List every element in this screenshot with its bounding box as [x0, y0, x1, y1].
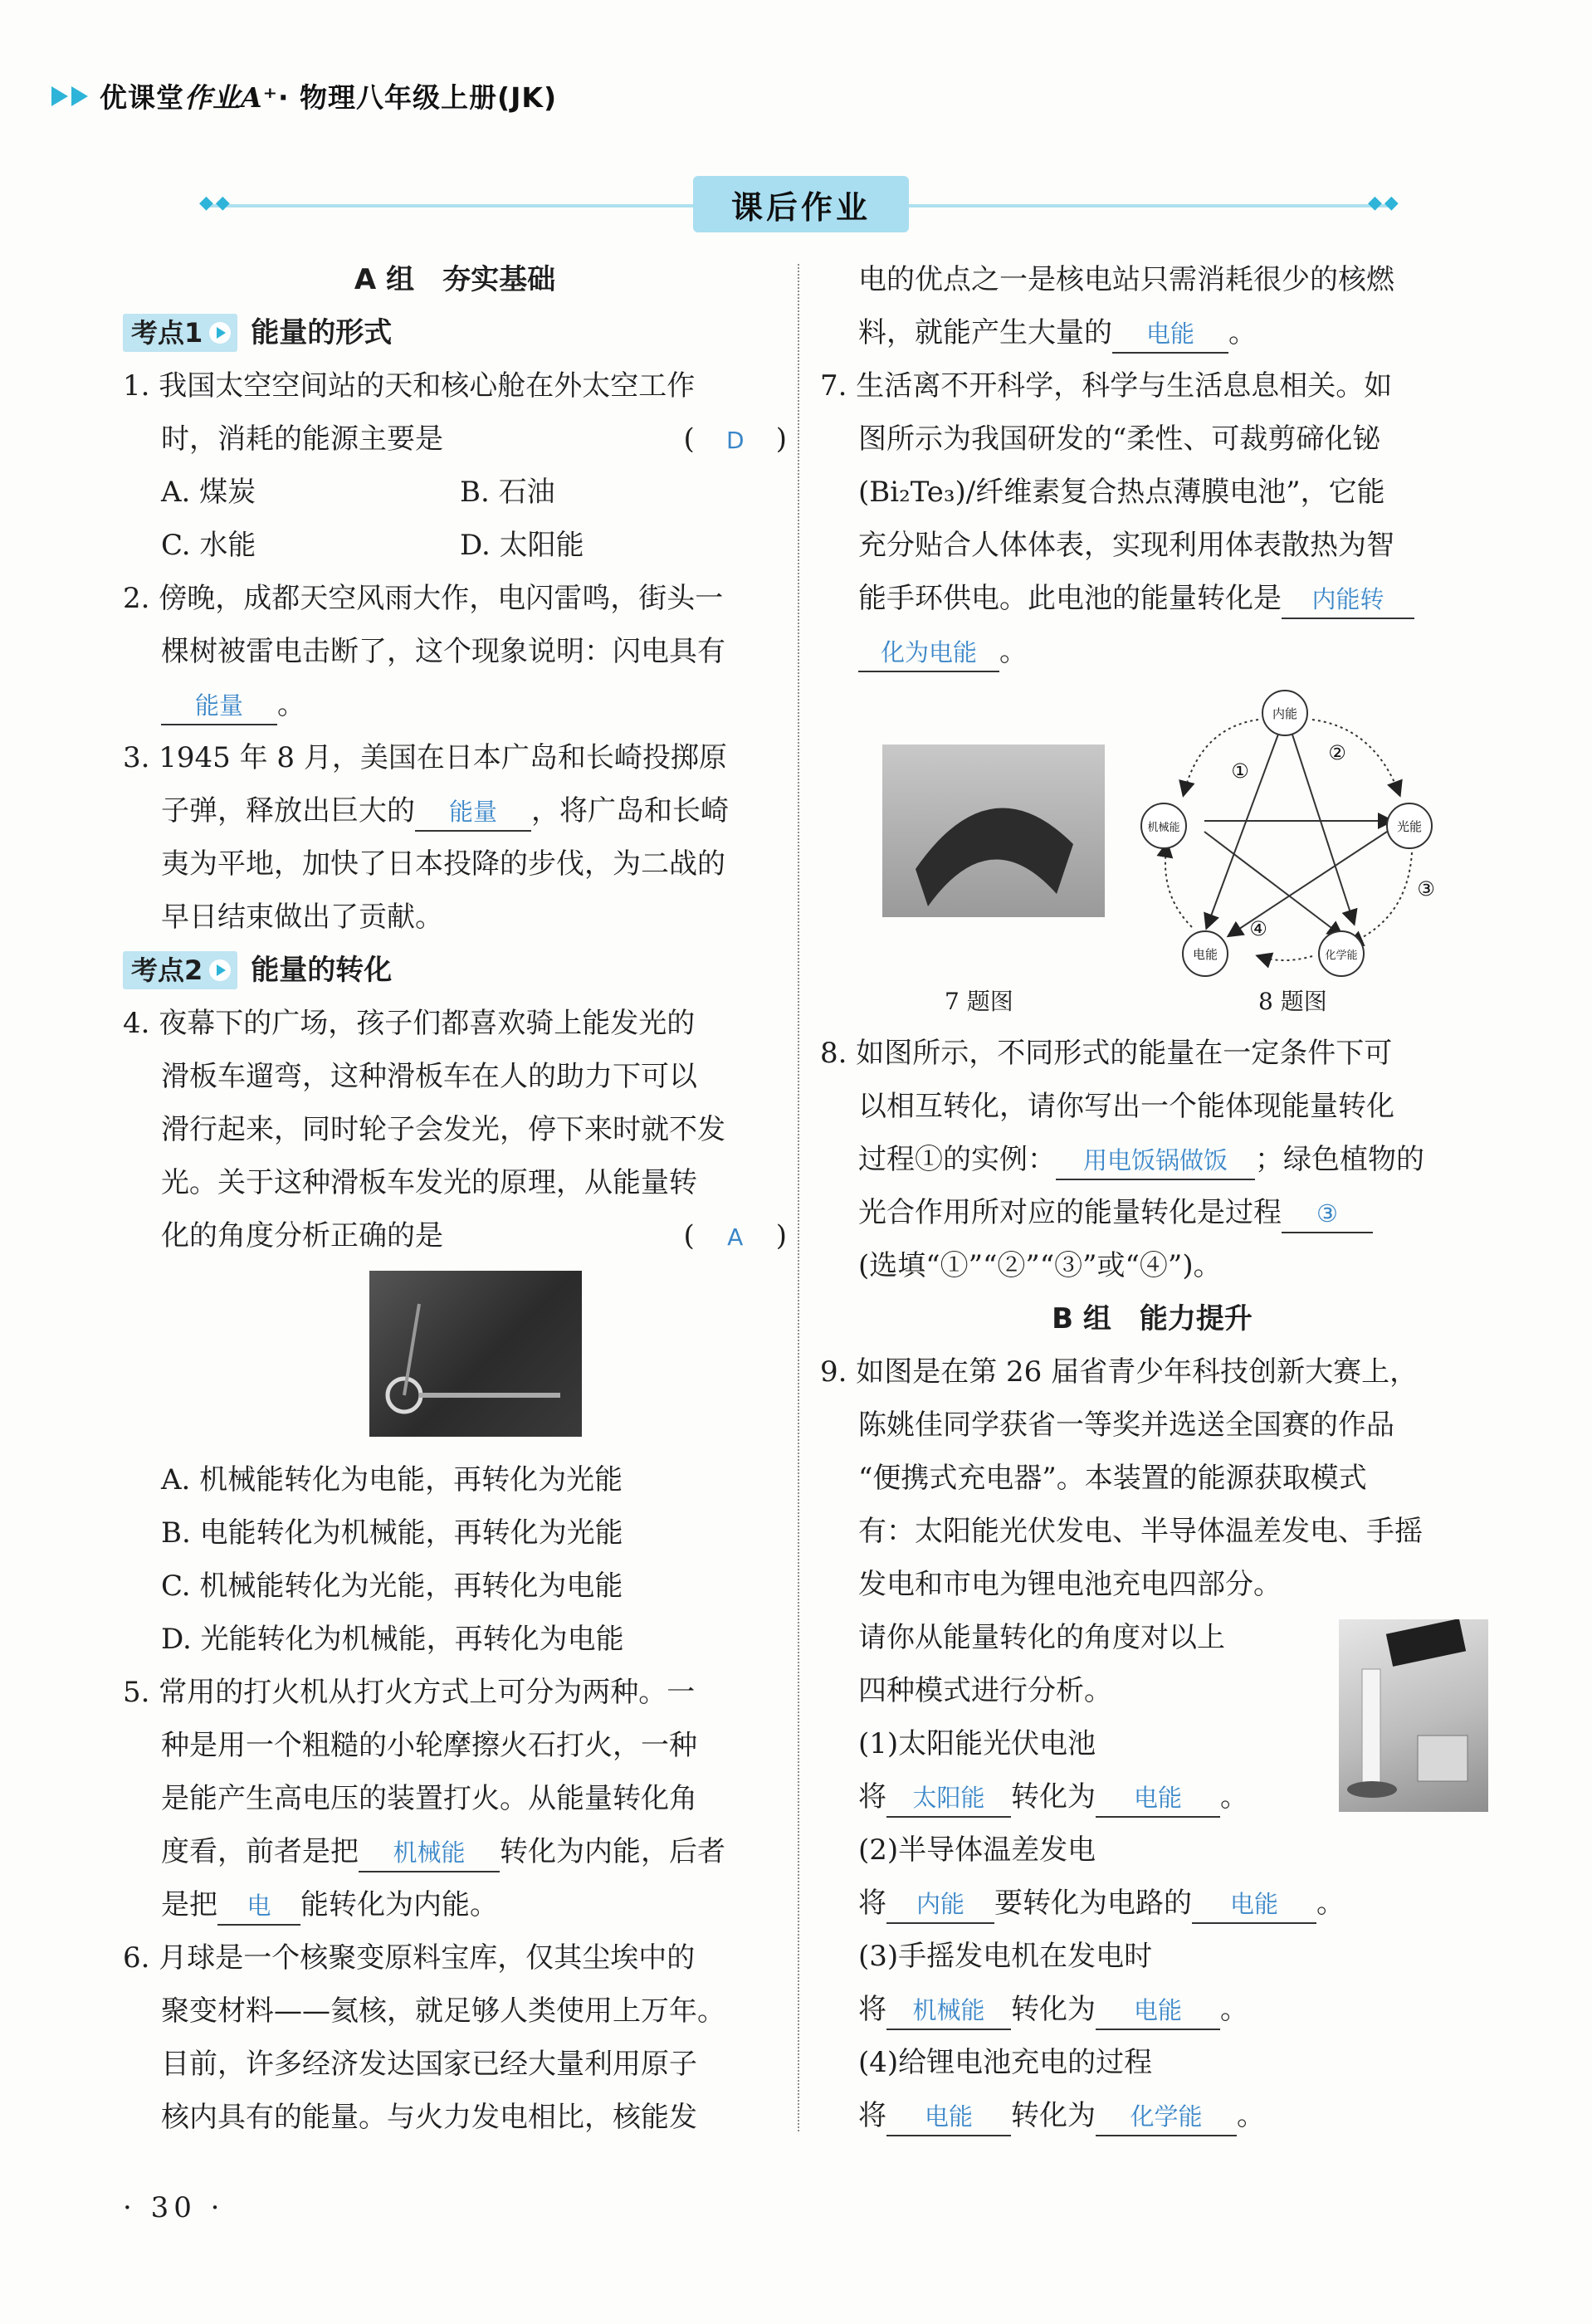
process-label-2: ② [1328, 741, 1346, 764]
part-4: (4)给锂电池充电的过程 [858, 2046, 1153, 2079]
brand-name: 优课堂 [100, 81, 184, 114]
answer-text: 电 [247, 1892, 271, 1920]
answer-text: 内能转 [1311, 585, 1384, 613]
question-2-line3: 能量 。 [123, 678, 787, 731]
node-label: 电能 [1192, 947, 1218, 962]
question-4-line5: 化的角度分析正确的是 ( A ) [123, 1209, 787, 1262]
question-5-line4: 度看，前者是把 机械能 转化为内能，后者 [123, 1825, 787, 1878]
question-6-line4: 核内具有的能量。与火力发电相比，核能发 [161, 2101, 697, 2134]
option-d: D. 光能转化为机械能，再转化为电能 [161, 1623, 624, 1656]
answer-bracket: ( A ) [683, 1209, 787, 1264]
option-d: D. 太阳能 [460, 529, 584, 562]
question-8-line4: 光合作用所对应的能量转化是过程 ③ [820, 1186, 1484, 1239]
scooter-photo [369, 1271, 582, 1437]
figure-7-caption: 7 题图 [945, 988, 1013, 1015]
part-3: (3)手摇发电机在发电时 [858, 1940, 1153, 1973]
answer-blank [886, 1991, 1011, 2030]
process-label-1: ① [1231, 759, 1249, 783]
question-5: 5. 常用的打火机从打火方式上可分为两种。一 [123, 1676, 696, 1709]
answer-text: 机械能 [912, 1996, 985, 2024]
answer-text: 电能 [924, 2102, 973, 2131]
answer-text: 电能 [1133, 1996, 1182, 2024]
question-4: 4. 夜幕下的广场，孩子们都喜欢骑上能发光的 [123, 1007, 696, 1040]
part-2-answer: 将 内能 要转化为电路的 电能 。 [820, 1877, 1484, 1930]
question-7-line6: 化为电能 。 [820, 625, 1484, 678]
question-8-line5: (选填“①”“②”“③”或“④”)。 [858, 1249, 1222, 1282]
answer-blank [1096, 1779, 1220, 1818]
left-column [123, 253, 787, 2144]
question-9-line2: 陈姚佳同学获省一等奖并选送全国赛的作品 [858, 1409, 1394, 1442]
question-4-line3: 滑行起来，同时轮子会发光，停下来时就不发 [161, 1113, 725, 1146]
question-4-line2: 滑板车遛弯，这种滑板车在人的助力下可以 [161, 1060, 697, 1093]
answer-blank [359, 1833, 500, 1872]
question-3-line3: 夷为平地，加快了日本投降的步伐，为二战的 [161, 847, 725, 881]
question-6-line3: 目前，许多经济发达国家已经大量利用原子 [161, 2048, 697, 2081]
book-subtitle: · 物理八年级上册(JK) [278, 81, 558, 114]
answer-blank [1096, 2097, 1237, 2136]
question-5-line5: 是把 电 能转化为内能。 [123, 1878, 787, 1931]
section-banner: 课后作业 [693, 176, 909, 232]
kaodian-1 [123, 306, 787, 359]
question-5-line3: 是能产生高电压的装置打火。从能量转化角 [161, 1782, 697, 1815]
question-7-line5: 能手环供电。此电池的能量转化是 内能转 [820, 572, 1484, 625]
part-2: (2)半导体温差发电 [858, 1833, 1096, 1867]
answer-blank [1112, 315, 1228, 354]
kaodian-name: 能量的转化 [251, 954, 393, 987]
answer-text: 用电饭锅做饭 [1082, 1146, 1228, 1174]
answer-text: 电能 [1133, 1784, 1182, 1812]
question-6-line2: 聚变材料——氦核，就足够人类使用上万年。 [161, 1994, 725, 2028]
answer-text: 化学能 [1130, 2102, 1203, 2131]
option-c: C. 机械能转化为光能，再转化为电能 [161, 1570, 623, 1603]
answer-blank [886, 2097, 1011, 2136]
arrow-decoration-icon [51, 86, 88, 106]
brand-logo-text: 作业A⁺ [184, 81, 279, 114]
answer-blank [217, 1887, 300, 1926]
question-3-line2: 子弹，释放出巨大的 能量 ，将广岛和长崎 [123, 784, 787, 837]
answer-text: 机械能 [393, 1838, 466, 1867]
option-a: A. 机械能转化为电能，再转化为光能 [161, 1463, 623, 1496]
play-icon [209, 959, 231, 981]
answer-text: 能量 [448, 798, 497, 826]
charger-device-icon [1339, 1619, 1488, 1812]
question-9-line4: 有：太阳能光伏发电、半导体温差发电、手摇 [858, 1515, 1423, 1548]
kaodian-2 [123, 944, 787, 997]
part-3-answer: 将 机械能 转化为 电能 。 [820, 1983, 1484, 2036]
option-b: B. 电能转化为机械能，再转化为光能 [161, 1516, 623, 1550]
question-6: 6. 月球是一个核聚变原料宝库，仅其尘埃中的 [123, 1941, 696, 1975]
option-c: C. 水能 [161, 529, 256, 562]
answer-text: 太阳能 [912, 1784, 985, 1812]
play-icon [209, 322, 231, 344]
part-1: (1)太阳能光伏电池 [858, 1727, 1096, 1760]
question-3: 3. 1945 年 8 月，美国在日本广岛和长崎投掷原 [123, 741, 727, 774]
process-label-3: ③ [1417, 877, 1435, 901]
node-label: 光能 [1396, 819, 1423, 834]
kaodian-name: 能量的形式 [251, 316, 393, 349]
figures-row [820, 678, 1484, 1027]
kaodian-tag: 考点2 [123, 951, 237, 989]
question-9-parts [820, 1611, 1484, 2142]
running-header [51, 76, 557, 115]
part-4-answer: 将 电能 转化为 化学能 。 [820, 2089, 1484, 2142]
answer-blank [415, 793, 531, 832]
film-icon [882, 745, 1105, 917]
energy-conversion-diagram [1134, 678, 1449, 977]
question-8-line2: 以相互转化，请你写出一个能体现能量转化 [858, 1090, 1394, 1123]
answer-blank [858, 633, 999, 672]
portable-charger-photo [1339, 1619, 1488, 1812]
group-b-heading: B 组 能力提升 [1052, 1302, 1253, 1335]
book-title [100, 76, 557, 115]
question-9-line7: 四种模式进行分析。 [858, 1674, 1112, 1707]
answer-blank [1282, 580, 1414, 619]
question-7: 7. 生活离不开科学，科学与生活息息相关。如 [820, 369, 1393, 403]
question-8: 8. 如图所示，不同形式的能量在一定条件下可 [820, 1037, 1393, 1070]
diamond-right-icon: ◆◆ [1368, 193, 1401, 213]
question-6-line5: 电的优点之一是核电站只需消耗很少的核燃 [858, 263, 1394, 296]
question-1-options [123, 466, 683, 572]
answer-blank [1192, 1885, 1316, 1924]
column-divider [798, 264, 799, 2131]
question-5-line2: 种是用一个粗糙的小轮摩擦火石打火，一种 [161, 1729, 697, 1762]
node-label: 化学能 [1325, 950, 1358, 962]
question-7-line3: (Bi₂Te₃)/纤维素复合热点薄膜电池”，它能 [858, 476, 1385, 509]
answer-blank [886, 1779, 1011, 1818]
question-9-line6: 请你从能量转化的角度对以上 [858, 1621, 1225, 1654]
process-label-4: ④ [1249, 917, 1267, 940]
question-2-line2: 棵树被雷电击断了，这个现象说明：闪电具有 [161, 635, 725, 668]
node-label: 内能 [1272, 706, 1298, 721]
answer-text: 化为电能 [880, 638, 977, 666]
answer-blank [1282, 1194, 1373, 1233]
answer-text: D [725, 427, 745, 454]
right-column [820, 253, 1484, 2142]
option-a: A. 煤炭 [161, 476, 256, 509]
kaodian-tag: 考点1 [123, 314, 237, 352]
question-7-line2: 图所示为我国研发的“柔性、可裁剪碲化铋 [858, 422, 1381, 456]
scooter-figure [123, 1262, 787, 1453]
question-8-line3: 过程①的实例： 用电饭锅做饭 ；绿色植物的 [820, 1133, 1484, 1186]
question-9: 9. 如图是在第 26 届省青少年科技创新大赛上， [820, 1355, 1419, 1389]
group-a-heading: A 组 夯实基础 [354, 263, 556, 296]
question-9-line3: “便携式充电器”。本装置的能源获取模式 [858, 1462, 1367, 1495]
thin-film-battery-photo [882, 745, 1105, 917]
question-1: 1. 我国太空空间站的天和核心舱在外太空工作 [123, 369, 696, 403]
answer-blank [1096, 1991, 1220, 2030]
option-b: B. 石油 [460, 476, 555, 509]
conversion-arrows [1165, 720, 1412, 960]
answer-text: 内能 [916, 1890, 964, 1918]
question-1-line2: 时，消耗的能源主要是 ( D ) [123, 413, 787, 466]
question-9-line5: 发电和市电为锂电池充电四部分。 [858, 1568, 1282, 1601]
answer-text: ③ [1316, 1199, 1338, 1228]
scooter-silhouette-icon [369, 1271, 582, 1437]
question-7-line4: 充分贴合人体体表，实现利用体表散热为智 [858, 529, 1394, 562]
answer-blank [1056, 1141, 1255, 1180]
answer-bracket: ( D ) [683, 413, 787, 467]
figure-8-caption: 8 题图 [1258, 988, 1327, 1015]
question-4-line4: 光。关于这种滑板车发光的原理，从能量转 [161, 1166, 697, 1199]
answer-blank [886, 1885, 994, 1924]
page-number: · 30 · [123, 2191, 225, 2224]
part-1-answer: 将 太阳能 转化为 电能 。 [820, 1770, 1484, 1824]
answer-text: A [727, 1223, 744, 1251]
question-2: 2. 傍晚，成都天空风雨大作，电闪雷鸣，街头一 [123, 582, 724, 615]
question-3-line4: 早日结束做出了贡献。 [161, 901, 443, 934]
diamond-left-icon: ◆◆ [199, 193, 232, 213]
node-label: 机械能 [1147, 822, 1180, 834]
answer-text: 电能 [1145, 320, 1194, 348]
question-6-line6: 料，就能产生大量的 电能 。 [820, 306, 1484, 359]
answer-text: 能量 [194, 691, 243, 720]
answer-blank [161, 686, 277, 725]
answer-text: 电能 [1229, 1890, 1278, 1918]
